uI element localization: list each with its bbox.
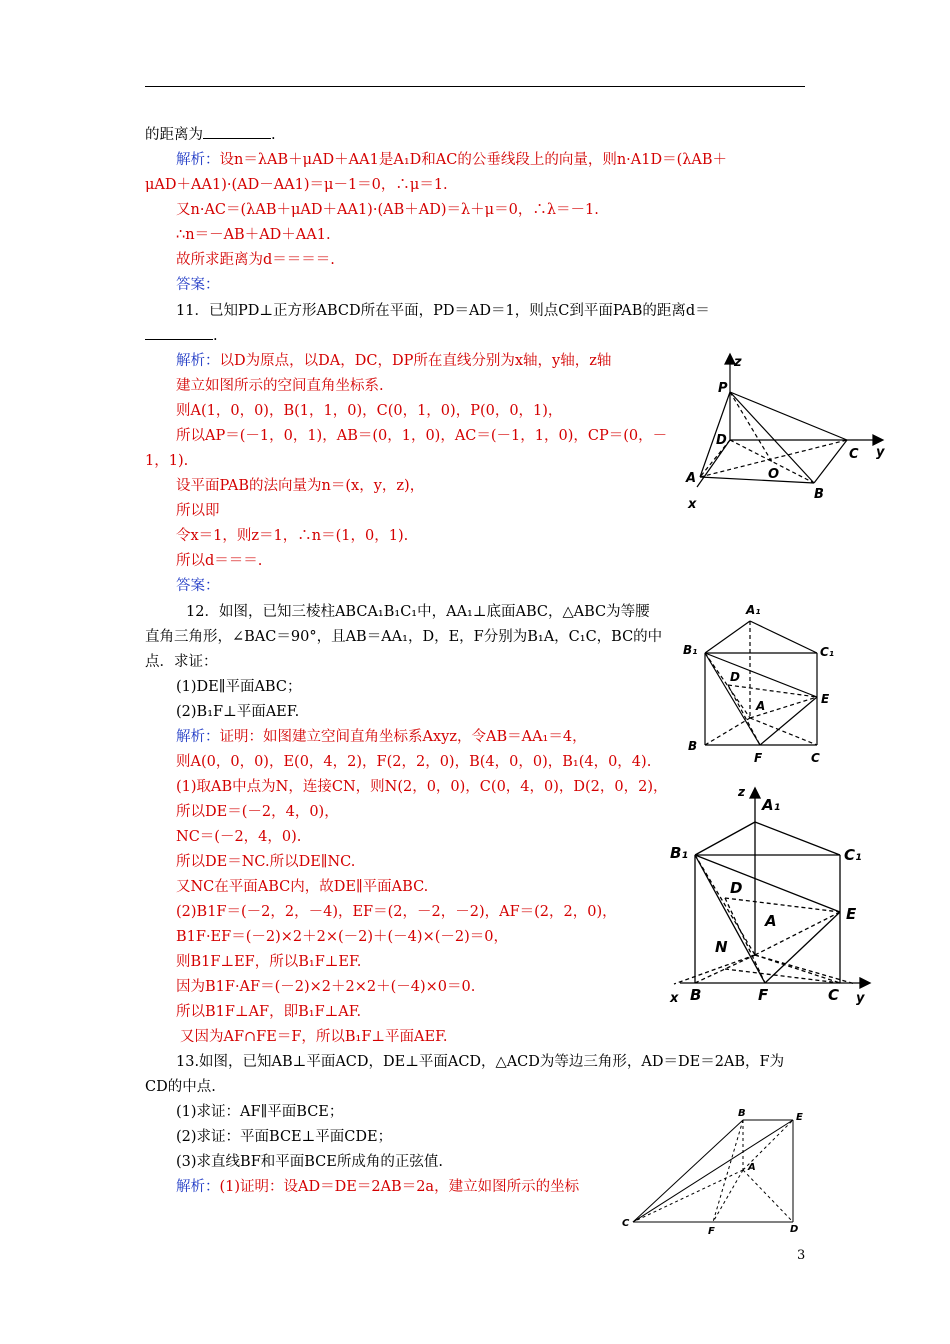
label-C1: C₁ [820, 645, 835, 659]
label-A1: A₁ [762, 796, 781, 814]
text-line-29: NC＝(－2，4，0). [176, 829, 302, 845]
text-line-25: 解析：证明：如图建立空间直角坐标系Axyz，令AB＝AA₁＝4， [176, 729, 587, 745]
text-line-27: (1)取AB中点为N，连接CN，则N(2，0，0)，C(0，4，0)，D(2，0，2)， [176, 779, 668, 795]
label-A: A [686, 471, 697, 486]
label-C: C [811, 751, 820, 765]
text-line-1: 的距离为 . [145, 127, 276, 143]
pyramid-figure [672, 352, 892, 517]
text-line-2: 解析：设n＝λAB＋μAD＋AA1是A₁D和AC的公垂线段上的向量，则n·A1D＝(λAB＋ [176, 152, 728, 168]
answer-blank [203, 126, 271, 139]
label-A1: A₁ [746, 603, 761, 617]
label-D: D [716, 433, 727, 448]
page-number: 3 [797, 1248, 806, 1263]
text-line-4: 又n·AC＝(λAB＋μAD＋AA1)·(AB＋AD)＝λ＋μ＝0，∴λ＝－1. [176, 202, 599, 218]
label-B: B [814, 487, 824, 502]
header-rule [145, 86, 805, 87]
wedge-figure [620, 1100, 820, 1240]
label-C: C [849, 447, 859, 462]
text-line-35: 因为B1F·AF＝(－2)×2＋2×2＋(－4)×0＝0. [176, 979, 476, 995]
text-line-15: 设平面PAB的法向量为n＝(x，y，z)， [176, 478, 425, 494]
label-z: z [734, 355, 742, 370]
label-D: D [790, 1224, 799, 1235]
text-line-13: 所以AP＝(－1，0，1)，AB＝(0，1，0)，AC＝(－1，1，0)，CP＝(0，－ [176, 428, 668, 444]
text-line-14: 1，1). [145, 453, 189, 469]
text-line-41: (2)求证：平面BCE⊥平面CDE； [176, 1129, 393, 1145]
label-F: F [754, 751, 763, 765]
label-E: E [846, 905, 857, 923]
problem-11-text: 11．已知PD⊥正方形ABCD所在平面，PD＝AD＝1，则点C到平面PAB的距离d＝ [176, 303, 710, 319]
label-D: D [730, 670, 740, 684]
label-P: P [718, 381, 728, 396]
text-line-6: 故所求距离为d＝＝＝＝. [176, 252, 335, 268]
text-line-21: 直角三角形，∠BAC＝90°，且AB＝AA₁，D，E，F分别为B₁A，C₁C，BC的中 [145, 629, 663, 645]
label-B: B [690, 986, 702, 1004]
label-x: x [670, 991, 679, 1006]
label-D: D [730, 879, 743, 897]
text-line-17: 令x＝1，则z＝1，∴n＝(1，0，1). [176, 528, 409, 544]
text-line-9: . [145, 325, 218, 347]
text-line-28: 所以DE＝(－2，4，0)， [176, 804, 339, 820]
label-B: B [688, 739, 698, 753]
text-line-23: (1)DE∥平面ABC； [176, 679, 302, 695]
prism-figure-small [680, 600, 845, 772]
text-line-40: (1)求证：AF∥平面BCE； [176, 1104, 344, 1120]
answer-label: 答案： [176, 578, 220, 594]
label-E: E [796, 1112, 803, 1123]
text-line-32: (2)B1F＝(－2，2，－4)，EF＝(2，－2，－2)，AF＝(2，2，0)， [176, 904, 617, 920]
label-C: C [622, 1218, 630, 1229]
text-line-31: 又NC在平面ABC内，故DE∥平面ABC. [176, 879, 429, 895]
label-A: A [756, 699, 766, 713]
prism-figure-large [660, 780, 875, 1012]
text-line-22: 点．求证： [145, 654, 218, 670]
answer-label: 答案： [176, 277, 220, 293]
label-C: C [828, 986, 840, 1004]
text-line-34: 则B1F⊥EF，所以B₁F⊥EF. [176, 954, 362, 970]
label-A: A [748, 1162, 756, 1173]
text-line-24: (2)B₁F⊥平面AEF. [176, 704, 300, 720]
label-F: F [758, 986, 769, 1004]
text-line-10: 解析：以D为原点，以DA，DC，DP所在直线分别为x轴，y轴，z轴 [176, 353, 612, 369]
text-line-11: 建立如图所示的空间直角坐标系. [176, 378, 384, 394]
text-line-43: 解析：(1)证明：设AD＝DE＝2AB＝2a，建立如图所示的坐标 [176, 1179, 580, 1195]
problem-12-text: 12．如图，已知三棱柱ABCA₁B₁C₁中，AA₁⊥底面ABC，△ABC为等腰 [186, 604, 650, 620]
text-line-12: 则A(1，0，0)，B(1，1，0)，C(0，1，0)，P(0，0，1)， [176, 403, 563, 419]
text-line-42: (3)求直线BF和平面BCE所成角的正弦值. [176, 1154, 443, 1170]
text-line-33: B1F·EF＝(－2)×2＋2×(－2)＋(－4)×(－2)＝0， [176, 929, 508, 945]
text-line-3: μAD＋AA1)·(AD－AA1)＝μ－1＝0，∴μ＝1. [145, 177, 448, 193]
label-E: E [821, 692, 830, 706]
text-line-16: 所以即 [176, 503, 220, 519]
text-line-39: CD的中点. [145, 1079, 216, 1095]
label-x: x [688, 497, 697, 512]
text-line-5: ∴n＝－AB＋AD＋AA1. [176, 227, 331, 243]
text-line-30: 所以DE＝NC.所以DE∥NC. [176, 854, 356, 870]
answer-blank [145, 327, 213, 340]
label-y: y [856, 991, 865, 1006]
label-B1: B₁ [670, 844, 689, 862]
label-C1: C₁ [844, 846, 862, 864]
text-line-18: 所以d＝＝＝. [176, 553, 263, 569]
label-z: z [738, 785, 745, 799]
label-B: B [738, 1108, 746, 1119]
label-O: O [768, 467, 780, 482]
text-line-37: 又因为AF∩FE＝F，所以B₁F⊥平面AEF. [180, 1029, 448, 1045]
label-N: N [715, 938, 728, 956]
problem-13-text: 13.如图，已知AB⊥平面ACD，DE⊥平面ACD，△ACD为等边三角形，AD＝DE＝2AB，F为 [176, 1054, 785, 1070]
label-B1: B₁ [683, 643, 698, 657]
label-A: A [765, 912, 777, 930]
text-line-26: 则A(0，0，0)，E(0，4，2)，F(2，2，0)，B(4，0，0)，B₁(4，0，4). [176, 754, 652, 770]
label-y: y [876, 445, 885, 460]
text-line-36: 所以B1F⊥AF，即B₁F⊥AF. [176, 1004, 362, 1020]
label-F: F [708, 1226, 715, 1237]
